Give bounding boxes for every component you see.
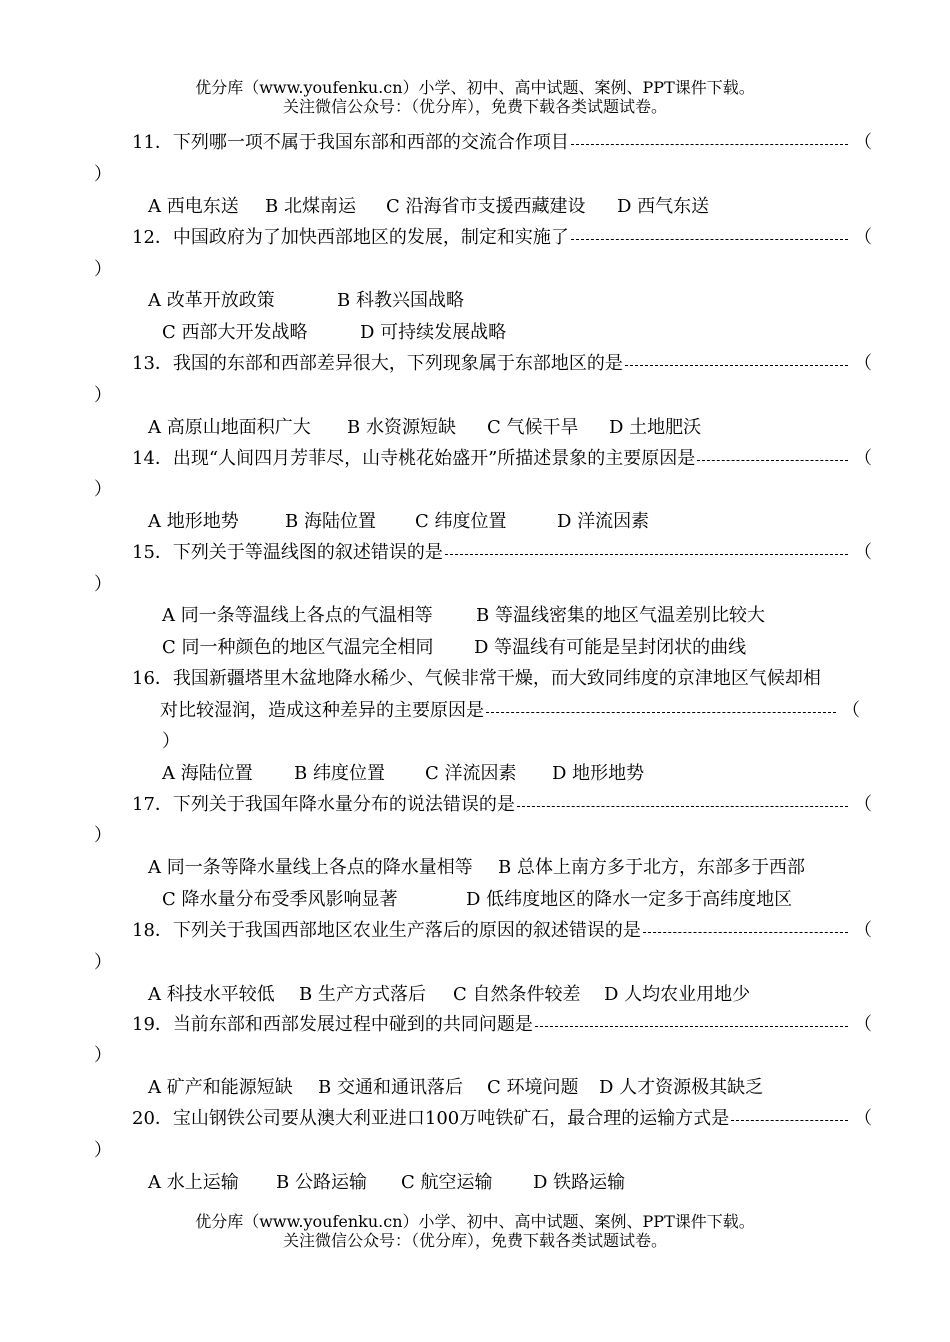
- answer-paren-close: ）: [94, 574, 112, 595]
- answer-paren-close: ）: [94, 479, 112, 500]
- answer-paren-close: ）: [162, 731, 180, 752]
- answer-paren-open: （: [842, 700, 860, 721]
- option-C: C 航空运输: [401, 1172, 493, 1193]
- option-C: C 降水量分布受季风影响显著: [162, 889, 398, 910]
- question-number: 14．: [132, 448, 173, 469]
- option-A: A 海陆位置: [162, 763, 253, 784]
- header-line-2: 关注微信公众号：（优分库），免费下载各类试题试卷。: [282, 97, 667, 116]
- answer-paren-open: （: [854, 353, 872, 374]
- option-B: B 交通和通讯落后: [318, 1077, 463, 1098]
- question-number: 20．: [132, 1108, 173, 1129]
- answer-paren-open: （: [854, 1014, 872, 1035]
- answer-paren-close: ）: [94, 259, 112, 280]
- question-number: 19．: [132, 1014, 173, 1035]
- option-C: C 洋流因素: [425, 763, 517, 784]
- question-16-line: [132, 664, 872, 694]
- answer-blank-leader: [486, 712, 836, 713]
- question-text: 出现“人间四月芳菲尽，山寺桃花始盛开”所描述景象的主要原因是: [172, 448, 696, 469]
- question-20-line: [132, 1104, 872, 1134]
- answer-paren-close: ）: [94, 1140, 112, 1161]
- question-11-line: [132, 128, 872, 158]
- page-footer: [0, 1212, 950, 1250]
- option-B: B 北煤南运: [265, 196, 356, 217]
- option-D: D 人均农业用地少: [604, 984, 751, 1005]
- answer-paren-open: （: [854, 542, 872, 563]
- answer-paren-open: （: [854, 920, 872, 941]
- question-18-line: [132, 916, 872, 946]
- answer-blank-leader: [517, 806, 848, 807]
- answer-blank-leader: [731, 1120, 848, 1121]
- option-C: C 环境问题: [487, 1077, 579, 1098]
- footer-line-2: 关注微信公众号：（优分库），免费下载各类试题试卷。: [282, 1231, 667, 1250]
- answer-blank-leader: [571, 239, 848, 240]
- option-C: C 沿海省市支援西藏建设: [386, 196, 586, 217]
- question-text: 下列哪一项不属于我国东部和西部的交流合作项目: [172, 132, 569, 153]
- answer-blank-leader: [697, 460, 848, 461]
- answer-blank-leader: [625, 365, 848, 366]
- question-number: 18．: [132, 920, 173, 941]
- option-D: D 低纬度地区的降水一定多于高纬度地区: [466, 889, 793, 910]
- question-text: 下列关于我国西部地区农业生产落后的原因的叙述错误的是: [172, 920, 641, 941]
- question-16-continuation: [160, 696, 860, 726]
- option-C: C 西部大开发战略: [162, 322, 308, 343]
- question-text: 宝山钢铁公司要从澳大利亚进口100万吨铁矿石，最合理的运输方式是: [172, 1108, 730, 1129]
- question-text: 下列关于等温线图的叙述错误的是: [172, 542, 443, 563]
- answer-paren-close: ）: [94, 825, 112, 846]
- option-C: C 自然条件较差: [453, 984, 581, 1005]
- answer-blank-leader: [571, 144, 848, 145]
- option-A: A 矿产和能源短缺: [148, 1077, 293, 1098]
- question-number: 11．: [132, 132, 173, 153]
- option-C: C 气候干旱: [487, 417, 579, 438]
- question-number: 17．: [132, 794, 173, 815]
- question-15-line: [132, 538, 872, 568]
- option-A: A 水上运输: [148, 1172, 239, 1193]
- question-text-continued: 对比较湿润，造成这种差异的主要原因是: [160, 700, 484, 721]
- question-list: [0, 130, 950, 1205]
- answer-paren-close: ）: [94, 1045, 112, 1066]
- answer-blank-leader: [445, 554, 848, 555]
- option-D: D 西气东送: [617, 196, 710, 217]
- option-B: B 海陆位置: [285, 511, 376, 532]
- answer-paren-open: （: [854, 227, 872, 248]
- option-B: B 公路运输: [276, 1172, 367, 1193]
- option-B: B 总体上南方多于北方，东部多于西部: [498, 857, 805, 878]
- option-D: D 洋流因素: [557, 511, 650, 532]
- option-A: A 同一条等降水量线上各点的降水量相等: [148, 857, 473, 878]
- question-17-line: [132, 790, 872, 820]
- option-A: A 高原山地面积广大: [148, 417, 311, 438]
- question-12-line: [132, 223, 872, 253]
- question-text: 中国政府为了加快西部地区的发展，制定和实施了: [172, 227, 569, 248]
- answer-paren-open: （: [854, 794, 872, 815]
- answer-paren-close: ）: [94, 164, 112, 185]
- option-B: B 纬度位置: [294, 763, 385, 784]
- question-number: 16．: [132, 668, 173, 689]
- option-D: D 土地肥沃: [609, 417, 702, 438]
- question-13-line: [132, 349, 872, 379]
- option-D: D 等温线有可能是呈封闭状的曲线: [474, 637, 747, 658]
- answer-paren-open: （: [854, 448, 872, 469]
- question-text: 下列关于我国年降水量分布的说法错误的是: [172, 794, 515, 815]
- answer-paren-close: ）: [94, 952, 112, 973]
- option-B: B 生产方式落后: [299, 984, 426, 1005]
- option-D: D 地形地势: [552, 763, 645, 784]
- answer-paren-open: （: [854, 1108, 872, 1129]
- question-text: 我国新疆塔里木盆地降水稀少、气候非常干燥，而大致同纬度的京津地区气候却相: [172, 668, 821, 689]
- footer-line-1: 优分库（www.youfenku.cn）小学、初中、高中试题、案例、PPT课件下载。: [195, 1212, 755, 1231]
- option-A: A 科技水平较低: [148, 984, 275, 1005]
- option-D: D 铁路运输: [533, 1172, 626, 1193]
- option-B: B 等温线密集的地区气温差别比较大: [476, 605, 765, 626]
- answer-blank-leader: [535, 1026, 848, 1027]
- answer-paren-close: ）: [94, 385, 112, 406]
- option-B: B 水资源短缺: [347, 417, 456, 438]
- option-A: A 同一条等温线上各点的气温相等: [162, 605, 433, 626]
- option-C: C 纬度位置: [415, 511, 507, 532]
- header-line-1: 优分库（www.youfenku.cn）小学、初中、高中试题、案例、PPT课件下载。: [195, 78, 755, 97]
- option-D: D 人才资源极其缺乏: [599, 1077, 764, 1098]
- option-A: A 西电东送: [148, 196, 239, 217]
- option-A: A 地形地势: [148, 511, 239, 532]
- answer-blank-leader: [643, 932, 848, 933]
- option-A: A 改革开放政策: [148, 290, 275, 311]
- answer-paren-open: （: [854, 132, 872, 153]
- question-19-line: [132, 1010, 872, 1040]
- option-D: D 可持续发展战略: [360, 322, 507, 343]
- option-C: C 同一种颜色的地区气温完全相同: [162, 637, 434, 658]
- question-text: 我国的东部和西部差异很大，下列现象属于东部地区的是: [172, 353, 623, 374]
- question-number: 15．: [132, 542, 173, 563]
- question-text: 当前东部和西部发展过程中碰到的共同问题是: [172, 1014, 533, 1035]
- page-header: [0, 78, 950, 116]
- question-14-line: [132, 444, 872, 474]
- question-number: 12．: [132, 227, 173, 248]
- option-B: B 科教兴国战略: [337, 290, 464, 311]
- question-number: 13．: [132, 353, 173, 374]
